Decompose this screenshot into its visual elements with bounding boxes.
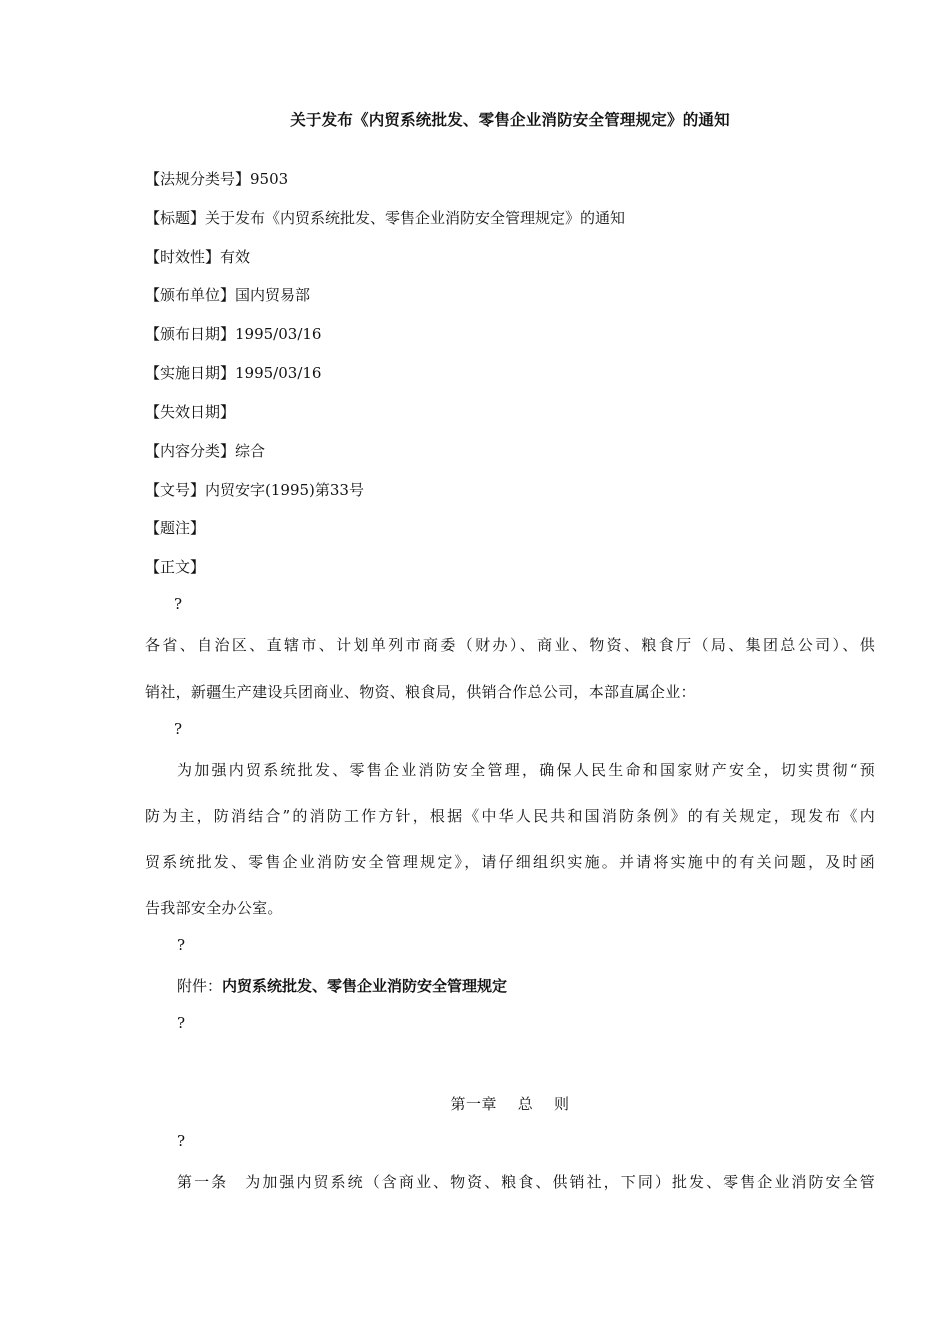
placeholder-mark: ? — [174, 595, 183, 613]
chapter-heading: 第一章 总 则 — [450, 1095, 570, 1113]
addressee-line: 各省、自治区、直辖市、计划单列市商委（财办）、商业、物资、粮食厅（局、集团总公司）、供 — [145, 636, 875, 654]
attachment-label: 附件： — [177, 977, 223, 995]
placeholder-mark: ? — [174, 720, 183, 738]
paragraph-line: 防为主，防消结合”的消防工作方针，根据《中华人民共和国消防条例》的有关规定，现发布《内 — [145, 807, 875, 825]
addressee-line: 销社，新疆生产建设兵团商业、物资、粮食局，供销合作总公司，本部直属企业： — [145, 683, 696, 701]
document-title: 关于发布《内贸系统批发、零售企业消防安全管理规定》的通知 — [290, 110, 730, 129]
paragraph-line: 为加强内贸系统批发、零售企业消防安全管理，确保人民生命和国家财产安全，切实贯彻“预 — [177, 761, 875, 779]
meta-validity: 【时效性】有效 — [145, 248, 251, 266]
meta-effective-date: 【实施日期】1995/03/16 — [145, 364, 322, 382]
meta-annotation: 【题注】 — [145, 519, 206, 537]
placeholder-mark: ? — [177, 1014, 186, 1032]
meta-content-category: 【内容分类】综合 — [145, 442, 266, 460]
placeholder-mark: ? — [177, 1132, 186, 1150]
attachment-line — [177, 975, 507, 996]
meta-issue-date: 【颁布日期】1995/03/16 — [145, 325, 322, 343]
paragraph-line: 告我部安全办公室。 — [145, 899, 283, 917]
placeholder-mark: ? — [177, 936, 186, 954]
attachment-title: 内贸系统批发、零售企业消防安全管理规定 — [222, 977, 508, 995]
article-one-line: 第一条 为加强内贸系统（含商业、物资、粮食、供销社，下同）批发、零售企业消防安全管 — [177, 1173, 875, 1191]
meta-body-label: 【正文】 — [145, 558, 206, 576]
meta-issuing-unit: 【颁布单位】国内贸易部 — [145, 286, 311, 304]
paragraph-line: 贸系统批发、零售企业消防安全管理规定》，请仔细组织实施。并请将实施中的有关问题，及时函 — [145, 853, 875, 871]
meta-classification-number: 【法规分类号】9503 — [145, 170, 289, 188]
meta-document-number: 【文号】内贸安字(1995)第33号 — [145, 481, 364, 499]
meta-expiry-date: 【失效日期】 — [145, 403, 236, 421]
meta-title: 【标题】关于发布《内贸系统批发、零售企业消防安全管理规定》的通知 — [145, 209, 626, 227]
